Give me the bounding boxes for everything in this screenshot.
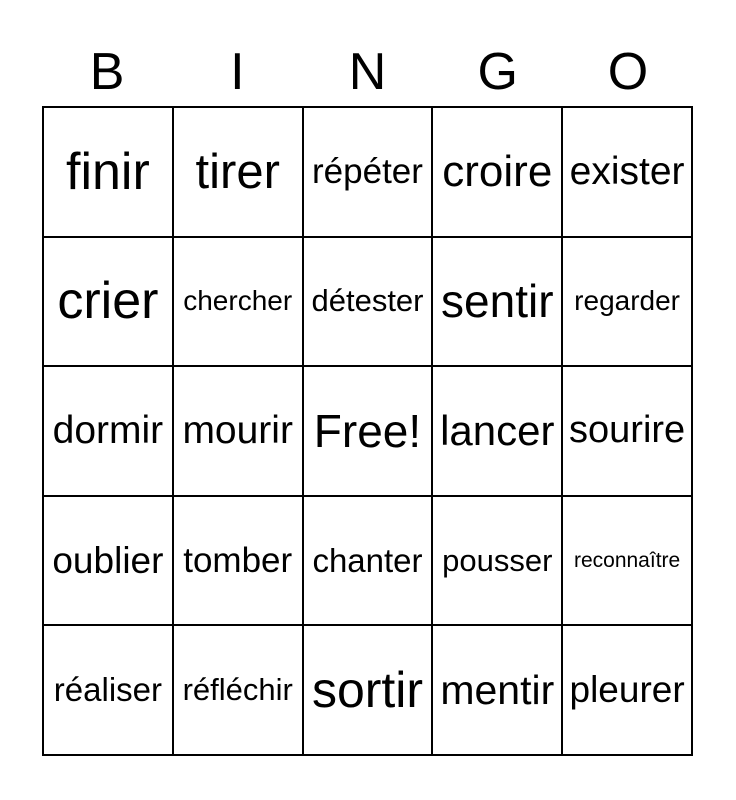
bingo-cell[interactable]: sentir	[432, 237, 562, 367]
bingo-cell[interactable]: sourire	[562, 366, 692, 496]
bingo-cell[interactable]: oublier	[43, 496, 173, 626]
bingo-cell[interactable]: crier	[43, 237, 173, 367]
bingo-cell[interactable]: mentir	[432, 625, 562, 755]
bingo-header-letter-i: I	[230, 43, 245, 101]
bingo-cell[interactable]: lancer	[432, 366, 562, 496]
bingo-cell[interactable]: répéter	[303, 107, 433, 237]
bingo-header-letter-o: O	[607, 43, 649, 101]
bingo-header-letter-n: N	[348, 43, 387, 101]
bingo-cell[interactable]: tirer	[173, 107, 303, 237]
bingo-cell[interactable]: tomber	[173, 496, 303, 626]
bingo-cell[interactable]: réfléchir	[173, 625, 303, 755]
bingo-cell[interactable]: reconnaître	[562, 496, 692, 626]
bingo-cell[interactable]: finir	[43, 107, 173, 237]
bingo-cell[interactable]: exister	[562, 107, 692, 237]
bingo-header-letter-b: B	[89, 43, 125, 101]
bingo-cell[interactable]: sortir	[303, 625, 433, 755]
bingo-grid	[42, 106, 693, 756]
bingo-cell[interactable]: chercher	[173, 237, 303, 367]
free-space-cell[interactable]: Free!	[303, 366, 433, 496]
bingo-cell[interactable]: chanter	[303, 496, 433, 626]
bingo-cell[interactable]: mourir	[173, 366, 303, 496]
bingo-cell[interactable]: dormir	[43, 366, 173, 496]
bingo-cell[interactable]: réaliser	[43, 625, 173, 755]
bingo-cell[interactable]: pleurer	[562, 625, 692, 755]
bingo-header-letter-g: G	[477, 43, 518, 101]
bingo-cell[interactable]: pousser	[432, 496, 562, 626]
bingo-cell[interactable]: croire	[432, 107, 562, 237]
bingo-cell[interactable]: détester	[303, 237, 433, 367]
bingo-cell[interactable]: regarder	[562, 237, 692, 367]
bingo-header	[42, 41, 693, 103]
